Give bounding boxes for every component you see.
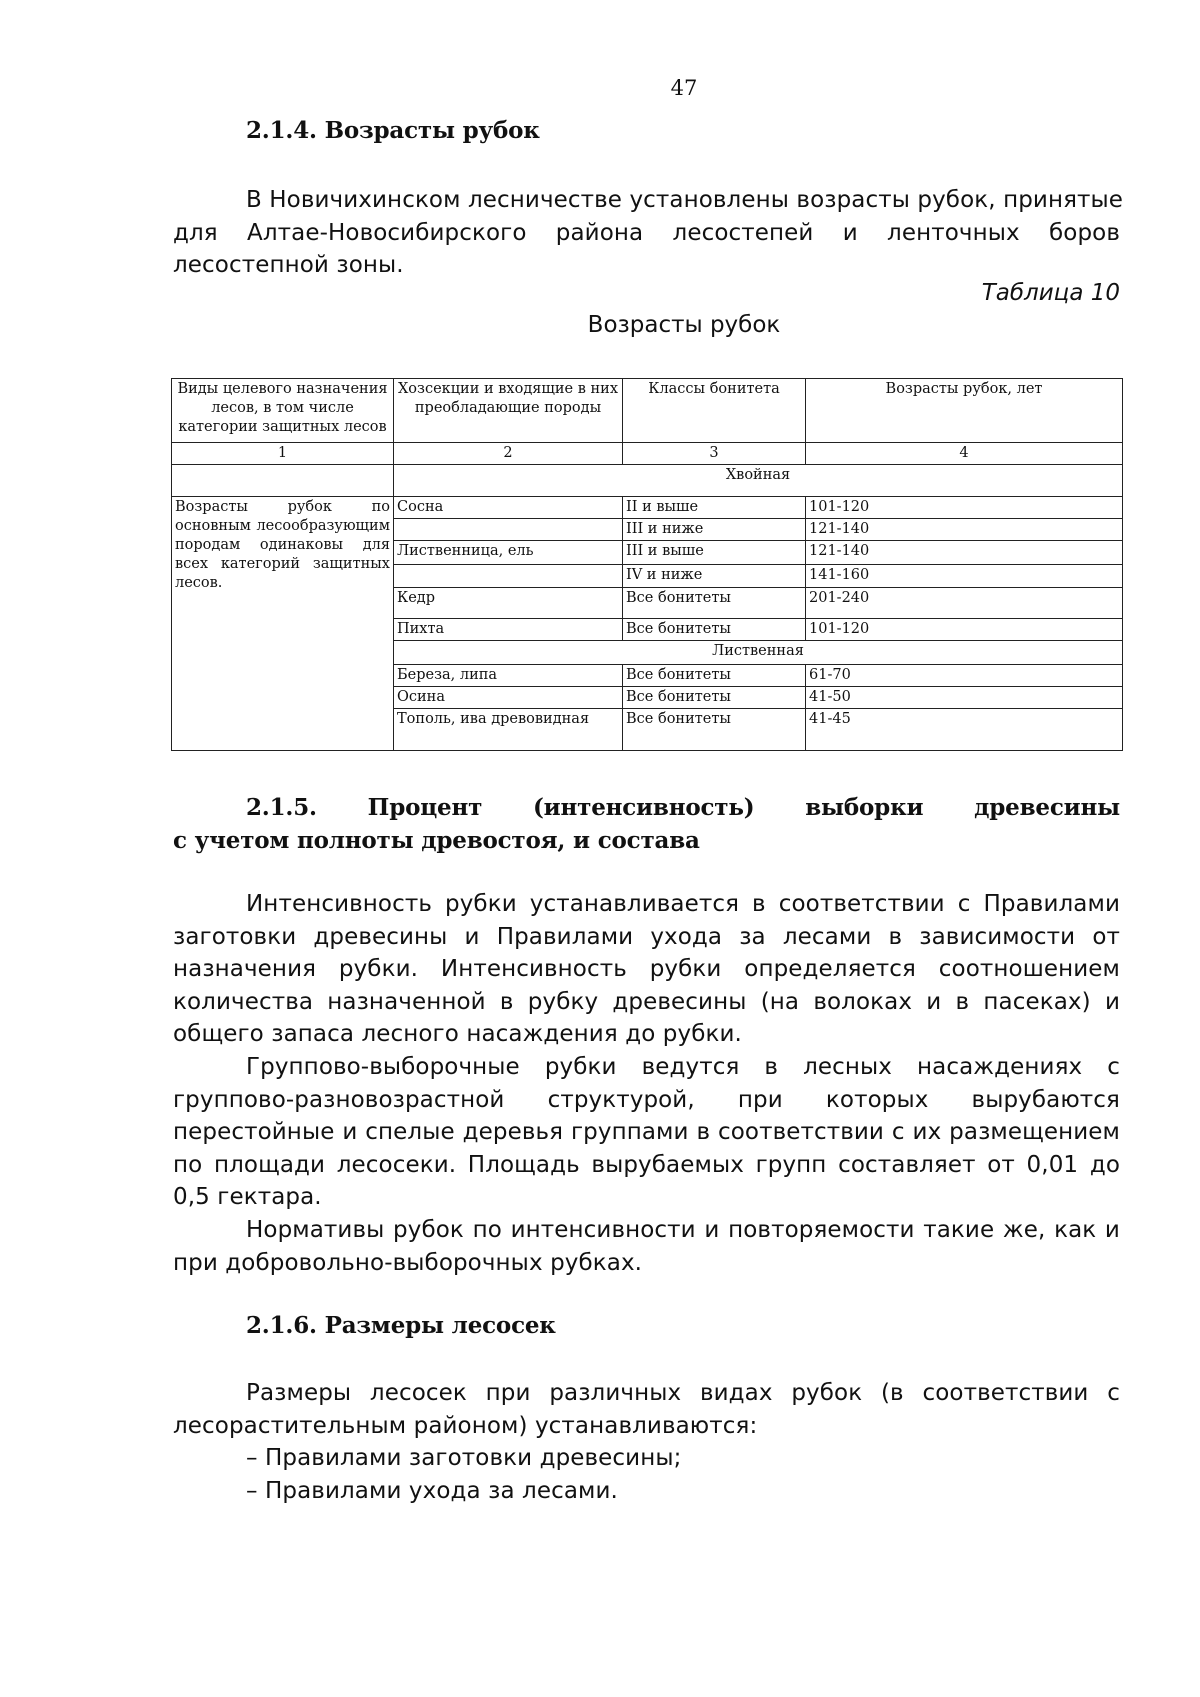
paragraph-line: лесостепной зоны. (173, 252, 404, 278)
purpose-cell: Возрасты рубок по основным лесообразующим породам одинаковы для всех категорий защитных лесов. (172, 497, 394, 751)
species-cell: Лиственница, ель (394, 541, 623, 565)
heading-line: 2.1.5. Процент (интенсивность) выборки древесины (246, 794, 1120, 821)
section-heading-2-1-5 (173, 792, 1120, 857)
section-2-1-4-paragraph (173, 184, 1124, 282)
class-cell: II и выше (623, 497, 806, 519)
paragraph-line: группово-разновозрастной структурой, при которых вырубаются (173, 1086, 1120, 1113)
section-2-1-5-paragraph-2 (173, 1051, 1120, 1214)
species-cell: Сосна (394, 497, 623, 519)
paragraph-line: Группово-выборочные рубки ведутся в лесных насаждениях с (246, 1054, 1120, 1080)
class-cell: III и ниже (623, 519, 806, 541)
section-heading-2-1-6: 2.1.6. Размеры лесосек (246, 1312, 556, 1339)
paragraph-line: перестойные и спелые деревья группами в соответствии с их размещением (173, 1119, 1120, 1145)
species-cell (394, 519, 623, 541)
cutting-ages-table (171, 378, 1123, 751)
table-title: Возрасты рубок (587, 312, 781, 338)
class-cell: Все бонитеты (623, 709, 806, 751)
paragraph-line: Нормативы рубок по интенсивности и повторяемости такие же, как и (246, 1217, 1120, 1243)
column-number-row (172, 443, 1123, 465)
age-cell: 41-45 (806, 709, 1123, 751)
column-number: 2 (394, 443, 623, 465)
section-2-1-5-paragraph-1 (173, 888, 1120, 1051)
age-cell: 141-160 (806, 565, 1123, 588)
group-label: Лиственная (394, 641, 1123, 665)
species-cell: Тополь, ива древовидная (394, 709, 623, 751)
species-cell: Кедр (394, 588, 623, 619)
paragraph-line: для Алтае-Новосибирского района лесостепей и ленточных боров (173, 219, 1120, 246)
section-heading-2-1-4: 2.1.4. Возрасты рубок (246, 117, 540, 144)
paragraph-line: назначения рубки. Интенсивность рубки определяется соотношением (173, 956, 1120, 982)
age-cell: 41-50 (806, 687, 1123, 709)
age-cell: 121-140 (806, 519, 1123, 541)
column-number: 3 (623, 443, 806, 465)
age-cell: 101-120 (806, 497, 1123, 519)
species-cell: Осина (394, 687, 623, 709)
column-number: 1 (172, 443, 394, 465)
class-cell: Все бонитеты (623, 687, 806, 709)
page-number: 47 (670, 76, 698, 100)
header-cell: Классы бонитета (623, 379, 806, 443)
species-cell: Пихта (394, 619, 623, 641)
species-cell (394, 565, 623, 588)
table-label: Таблица 10 (981, 280, 1120, 306)
section-2-1-5-paragraph-3 (173, 1214, 1120, 1279)
table-row (172, 497, 1123, 519)
age-cell: 201-240 (806, 588, 1123, 619)
group-row-conifer (172, 465, 1123, 497)
list-item: – Правилами заготовки древесины; (246, 1445, 682, 1471)
age-cell: 121-140 (806, 541, 1123, 565)
class-cell: III и выше (623, 541, 806, 565)
list-item: – Правилами ухода за лесами. (246, 1477, 618, 1504)
species-cell: Береза, липа (394, 665, 623, 687)
heading-line: с учетом полноты древостоя, и состава (173, 826, 700, 854)
paragraph-line: количества назначенной в рубку древесины (на волоках и в пасеках) и (173, 988, 1120, 1015)
paragraph-line: при добровольно-выборочных рубках. (173, 1249, 643, 1276)
header-cell: Виды целевого назначения лесов, в том числе категории защитных лесов (172, 379, 394, 443)
header-cell: Хозсекции и входящие в них преобладающие породы (394, 379, 623, 443)
paragraph-line: Интенсивность рубки устанавливается в соответствии с Правилами (246, 891, 1120, 917)
group-label: Хвойная (394, 465, 1123, 497)
table-header-row (172, 379, 1123, 443)
paragraph-line: по площади лесосеки. Площадь вырубаемых групп составляет от 0,01 до (173, 1151, 1120, 1178)
paragraph-line: Размеры лесосек при различных видах рубок (в соответствии с (246, 1380, 1120, 1406)
section-2-1-6-paragraph (173, 1377, 1120, 1507)
header-cell: Возрасты рубок, лет (806, 379, 1123, 443)
class-cell: Все бонитеты (623, 588, 806, 619)
column-number: 4 (806, 443, 1123, 465)
paragraph-line: В Новичихинском лесничестве установлены возрасты рубок, принятые (246, 187, 1124, 213)
class-cell: Все бонитеты (623, 665, 806, 687)
paragraph-line: общего запаса лесного насаждения до рубки. (173, 1021, 742, 1047)
paragraph-line: лесорастительным районом) устанавливаются: (173, 1412, 758, 1439)
age-cell: 61-70 (806, 665, 1123, 687)
empty-cell (172, 465, 394, 497)
age-cell: 101-120 (806, 619, 1123, 641)
class-cell: IV и ниже (623, 565, 806, 588)
paragraph-line: заготовки древесины и Правилами ухода за лесами в зависимости от (173, 923, 1120, 950)
class-cell: Все бонитеты (623, 619, 806, 641)
paragraph-line: 0,5 гектара. (173, 1184, 322, 1210)
